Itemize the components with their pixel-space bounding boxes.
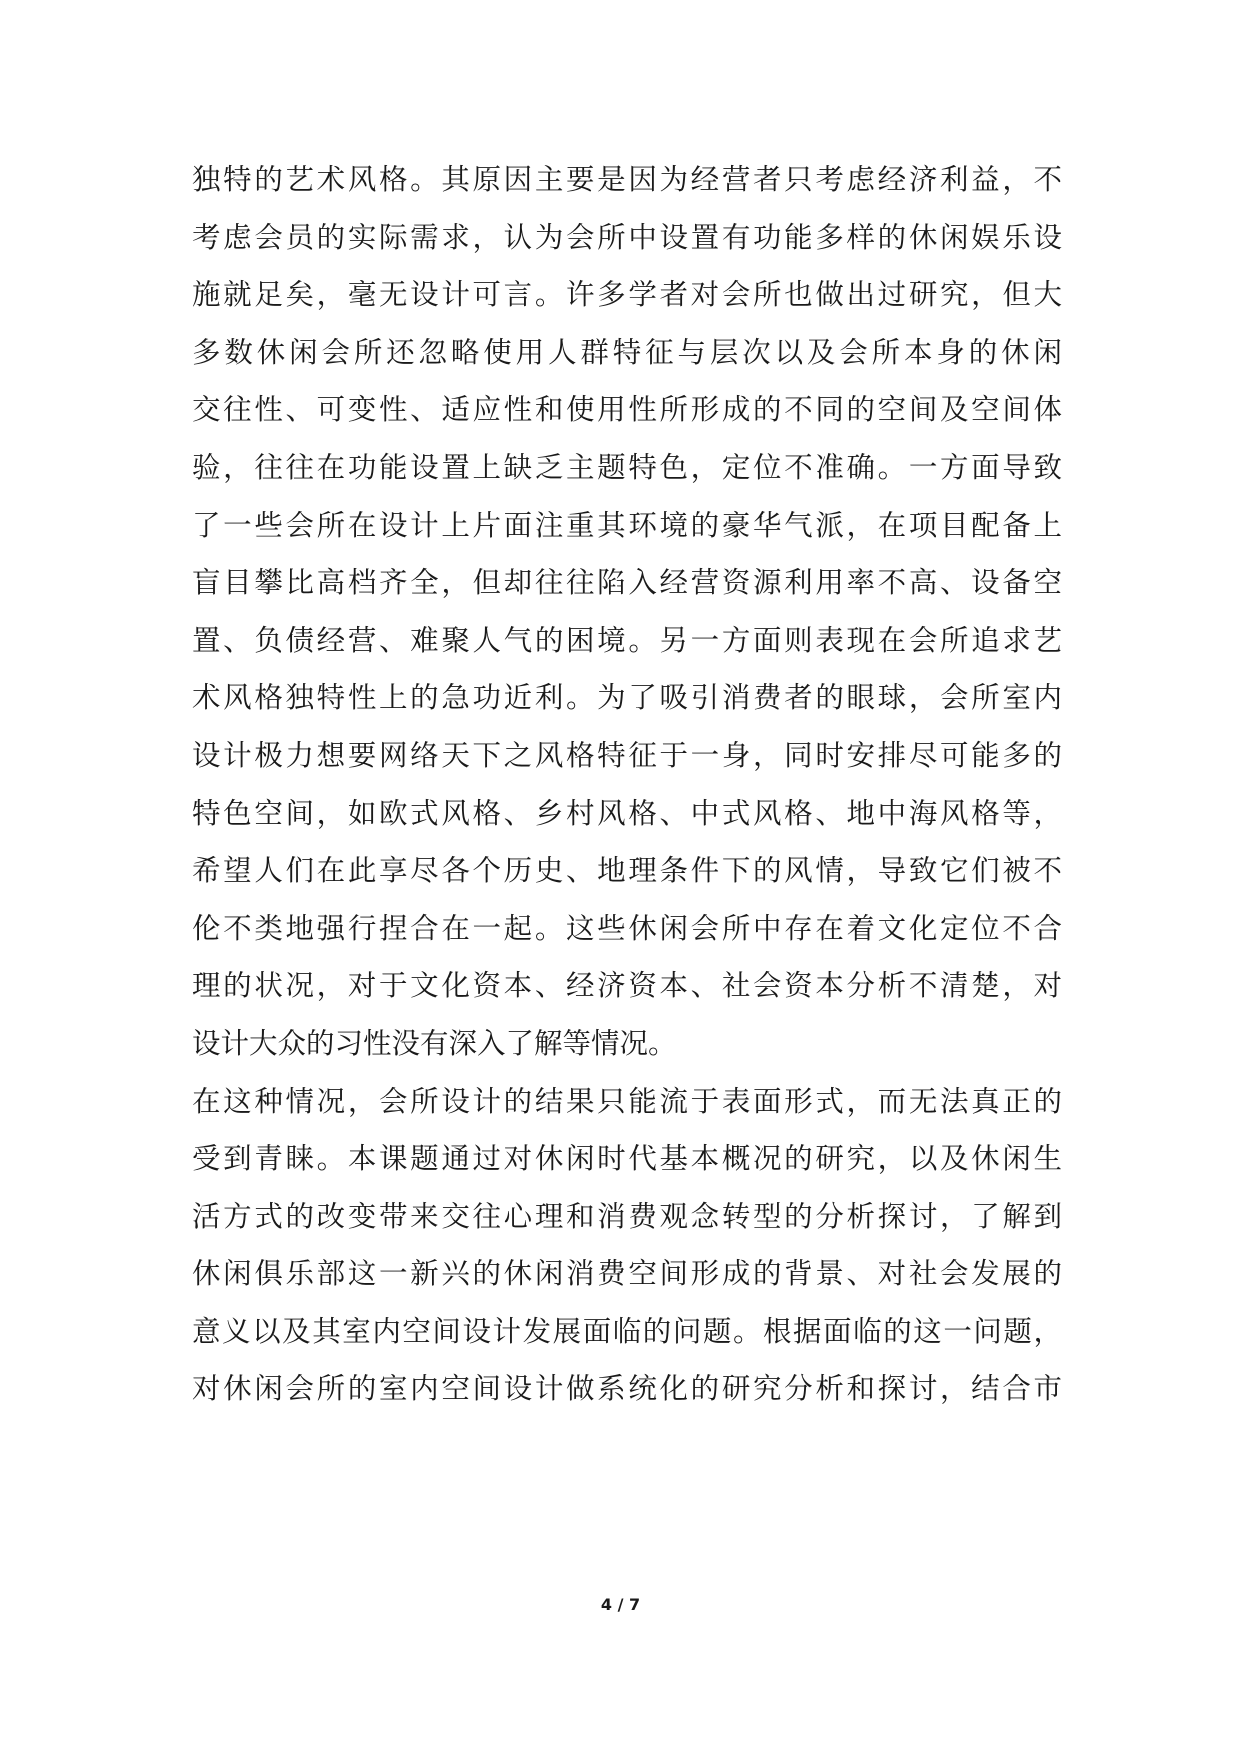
text-line: 伦不类地强行捏合在一起。这些休闲会所中存在着文化定位不合 (192, 911, 1062, 945)
text-line: 活方式的改变带来交往心理和消费观念转型的分析探讨，了解到 (192, 1199, 1062, 1233)
text-line: 考虑会员的实际需求，认为会所中设置有功能多样的休闲娱乐设 (192, 220, 1062, 254)
text-line: 受到青睐。本课题通过对休闲时代基本概况的研究，以及休闲生 (192, 1142, 1062, 1176)
text-line: 特色空间，如欧式风格、乡村风格、中式风格、地中海风格等， (192, 796, 1062, 830)
text-line: 理的状况，对于文化资本、经济资本、社会资本分析不清楚，对 (192, 969, 1062, 1003)
text-line: 施就足矣，毫无设计可言。许多学者对会所也做出过研究，但大 (192, 278, 1062, 312)
text-line: 希望人们在此享尽各个历史、地理条件下的风情，导致它们被不 (192, 854, 1062, 888)
text-line: 验，往往在功能设置上缺乏主题特色，定位不准确。一方面导致 (192, 450, 1062, 484)
paragraph-2 (192, 1073, 1062, 1419)
text-line: 对休闲会所的室内空间设计做系统化的研究分析和探讨，结合市 (192, 1372, 1062, 1406)
paragraph-1 (192, 151, 1062, 1073)
text-line: 休闲俱乐部这一新兴的休闲消费空间形成的背景、对社会发展的 (192, 1257, 1062, 1291)
text-line: 盲目攀比高档齐全，但却往往陷入经营资源利用率不高、设备空 (192, 566, 1062, 600)
text-line: 在这种情况，会所设计的结果只能流于表面形式，而无法真正的 (192, 1084, 1062, 1118)
text-line: 置、负债经营、难聚人气的困境。另一方面则表现在会所追求艺 (192, 623, 1062, 657)
text-line: 设计极力想要网络天下之风格特征于一身，同时安排尽可能多的 (192, 738, 1062, 772)
body-text (192, 151, 1062, 1418)
text-line: 多数休闲会所还忽略使用人群特征与层次以及会所本身的休闲 (192, 335, 1062, 369)
text-line: 独特的艺术风格。其原因主要是因为经营者只考虑经济利益，不 (192, 163, 1062, 196)
text-line: 术风格独特性上的急功近利。为了吸引消费者的眼球，会所室内 (192, 681, 1062, 715)
text-line: 交往性、可变性、适应性和使用性所形成的不同的空间及空间体 (192, 393, 1062, 427)
text-line: 设计大众的习性没有深入了解等情况。 (192, 1026, 677, 1060)
text-line: 了一些会所在设计上片面注重其环境的豪华气派，在项目配备上 (192, 508, 1062, 542)
page-number: 4 / 7 (600, 1595, 641, 1614)
text-line: 意义以及其室内空间设计发展面临的问题。根据面临的这一问题， (192, 1314, 1062, 1348)
